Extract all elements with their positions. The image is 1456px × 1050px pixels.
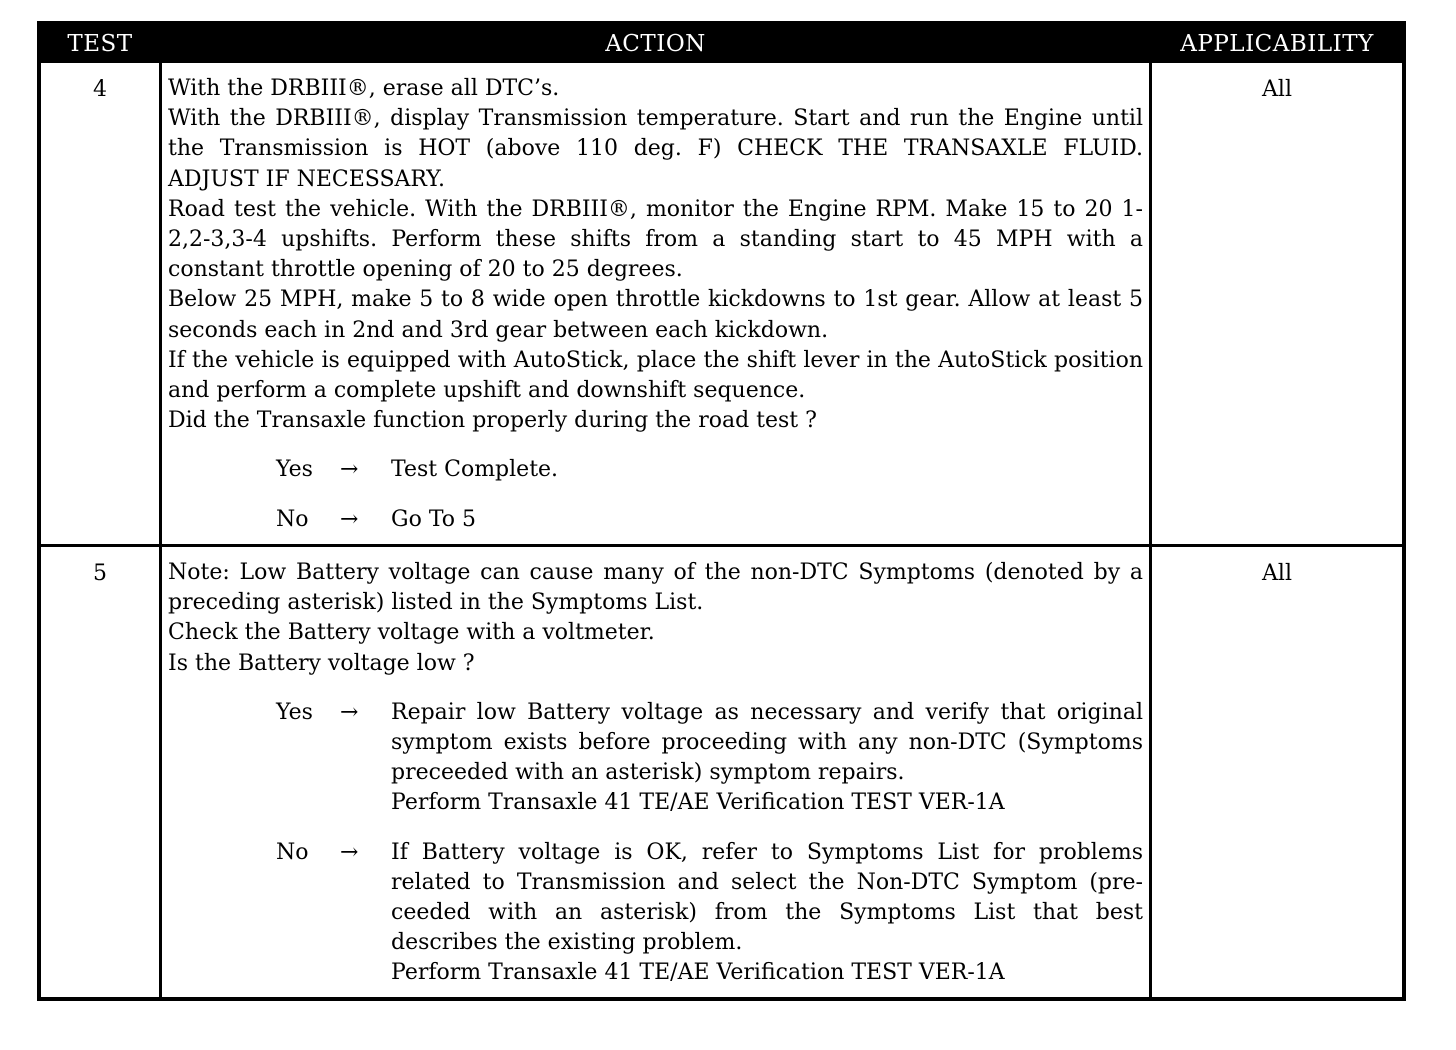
header-action: ACTION xyxy=(605,31,706,57)
no-text: If Battery voltage is OK, refer to Symptoms List for problems related to Transmission and select the Non-DTC Symptom (pre-ceeded with an asterisk) from the Symptoms List that best describes the existing problem. xyxy=(391,839,1143,956)
action-line: Note: Low Battery voltage can cause many of the non-DTC Symptoms (denoted by a preceding asterisk) listed in the Symptoms List. xyxy=(168,560,1143,616)
no-label: No xyxy=(276,506,309,532)
row-divider xyxy=(41,544,1402,547)
no-text-verification: Perform Transaxle 41 TE/AE Verification TEST VER-1A xyxy=(391,960,1005,986)
action-line: If the vehicle is equipped with AutoStick, place the shift lever in the AutoStick position and perform a complete upshift and downshift sequence. xyxy=(168,347,1143,404)
column-divider xyxy=(159,25,162,997)
applicability-value: All xyxy=(1262,77,1292,102)
applicability-value: All xyxy=(1262,561,1292,586)
header-applicability: APPLICABILITY xyxy=(1180,31,1374,57)
action-line: With the DRBIII®, display Transmission temperature. Start and run the Engine until the Transmission is HOT (above 110 deg. F) CHECK THE TRANSAXLE FLUID. ADJUST IF NECESSARY. xyxy=(168,106,1143,192)
yes-response xyxy=(168,455,1143,485)
arrow-icon: → xyxy=(340,506,359,532)
yes-label: Yes xyxy=(276,699,313,725)
yes-response xyxy=(168,698,1143,819)
no-label: No xyxy=(276,839,309,865)
header-test: TEST xyxy=(67,31,133,57)
no-response xyxy=(168,838,1143,989)
yes-label: Yes xyxy=(276,457,313,483)
action-line: Road test the vehicle. With the DRBIII®, monitor the Engine RPM. Make 15 to 20 1-2,2-3,3-4 upshifts. Perform these shifts from a standing start to 45 MPH with a constant throttle opening of 20 to 25 degrees. xyxy=(168,196,1143,283)
diagnostic-table xyxy=(37,21,1406,1001)
arrow-icon: → xyxy=(340,699,359,725)
action-line: Is the Battery voltage low ? xyxy=(168,650,475,676)
no-text: Go To 5 xyxy=(391,506,477,532)
action-line: Check the Battery voltage with a voltmeter. xyxy=(168,620,655,646)
action-line: With the DRBIII®, erase all DTC’s. xyxy=(168,76,560,101)
action-cell xyxy=(168,74,1143,535)
column-divider xyxy=(1149,25,1152,997)
test-number: 4 xyxy=(93,77,107,102)
no-response xyxy=(168,505,1143,535)
arrow-icon: → xyxy=(340,457,359,483)
table-header xyxy=(41,25,1402,63)
test-number: 5 xyxy=(93,561,107,586)
action-cell xyxy=(168,558,1143,989)
arrow-icon: → xyxy=(340,839,359,865)
action-line: Below 25 MPH, make 5 to 8 wide open throttle kickdowns to 1st gear. Allow at least 5 seconds each in 2nd and 3rd gear between each kickdown. xyxy=(168,287,1143,343)
yes-text: Repair low Battery voltage as necessary and verify that original symptom exists before proceeding with any non-DTC (Symptoms preceeded with an asterisk) symptom repairs. xyxy=(391,699,1143,786)
action-line: Did the Transaxle function properly during the road test ? xyxy=(168,408,817,434)
yes-text: Test Complete. xyxy=(391,457,559,483)
yes-text-verification: Perform Transaxle 41 TE/AE Verification TEST VER-1A xyxy=(391,790,1005,816)
